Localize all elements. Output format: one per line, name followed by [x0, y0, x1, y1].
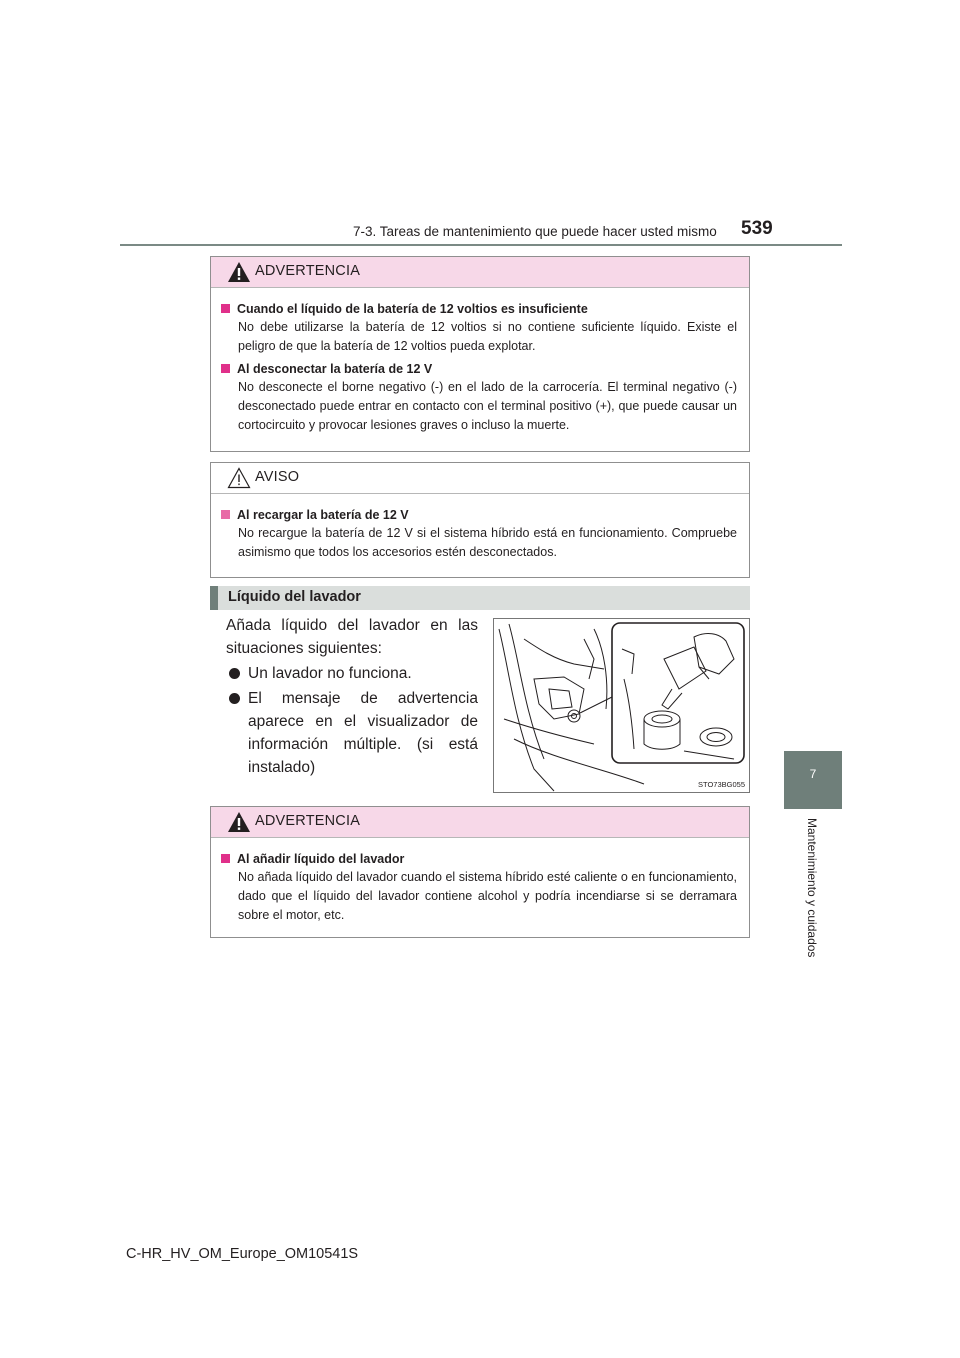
bullet-dot-icon [229, 668, 240, 679]
section-intro: Añada líquido del lavador en las situaciones siguientes: [226, 617, 478, 657]
notice-header [211, 463, 749, 494]
chapter-tab [784, 751, 842, 809]
warning-header [211, 257, 749, 288]
chapter-number: 7 [809, 767, 817, 781]
warning-item-text: No añada líquido del lavador cuando el sistema híbrido esté caliente o en funcionamiento, dado que el líquido del lavador contiene alcohol y podría incendiarse si se derramara sobre el motor, etc. [238, 870, 737, 922]
square-bullet-icon [221, 364, 230, 373]
washer-fluid-illustration [493, 618, 750, 793]
warning-label: ADVERTENCIA [255, 263, 361, 279]
figure-code: STO73BG055 [698, 780, 745, 789]
notice-item-title: Al recargar la batería de 12 V [221, 506, 739, 524]
warning-item-text: No desconecte el borne negativo (-) en el lado de la carrocería. El terminal negativo (-) desconectado puede entrar en contacto con el terminal positivo (+), que puede causar un cortocircuito y provocar lesiones graves o incluso la muerte. [238, 380, 737, 432]
chapter-label: Mantenimiento y cuidados [805, 818, 819, 958]
notice-item-text: No recargue la batería de 12 V si el sistema híbrido está en funcionamiento. Compruebe asimismo que todos los accesorios estén desconectados. [238, 526, 737, 559]
section-heading [210, 586, 750, 610]
square-bullet-icon [221, 510, 230, 519]
notice-box-recharge [210, 462, 750, 578]
notice-label: AVISO [255, 469, 300, 485]
bullet-dot-icon [229, 693, 240, 704]
document-code: C-HR_HV_OM_Europe_OM10541S [126, 1246, 359, 1262]
engine-bay-drawing [494, 619, 749, 792]
warning-item-title: Al desconectar la batería de 12 V [221, 360, 739, 378]
section-heading-bar [210, 586, 218, 610]
header-divider [120, 244, 842, 246]
warning-header [211, 807, 749, 838]
section-heading-text: Líquido del lavador [228, 589, 361, 605]
caution-triangle-icon [227, 467, 251, 489]
warning-box-battery [210, 256, 750, 452]
page-number: 539 [741, 218, 773, 239]
list-item: Un lavador no funciona. [226, 662, 478, 685]
warning-triangle-icon [227, 261, 251, 283]
warning-box-washer [210, 806, 750, 938]
warning-label: ADVERTENCIA [255, 813, 361, 829]
square-bullet-icon [221, 854, 230, 863]
warning-item-title: Cuando el líquido de la batería de 12 voltios es insuficiente [221, 300, 739, 318]
warning-item-title: Al añadir líquido del lavador [221, 850, 739, 868]
warning-triangle-icon [227, 811, 251, 833]
square-bullet-icon [221, 304, 230, 313]
section-body [226, 614, 478, 779]
section-title: 7-3. Tareas de mantenimiento que puede hacer usted mismo [353, 224, 717, 239]
warning-item-text: No debe utilizarse la batería de 12 voltios si no contiene suficiente líquido. Existe el peligro de que la batería de 12 voltios pueda explotar. [238, 320, 737, 353]
list-item: El mensaje de advertencia aparece en el visualizador de información múltiple. (si está instalado) [226, 687, 478, 779]
